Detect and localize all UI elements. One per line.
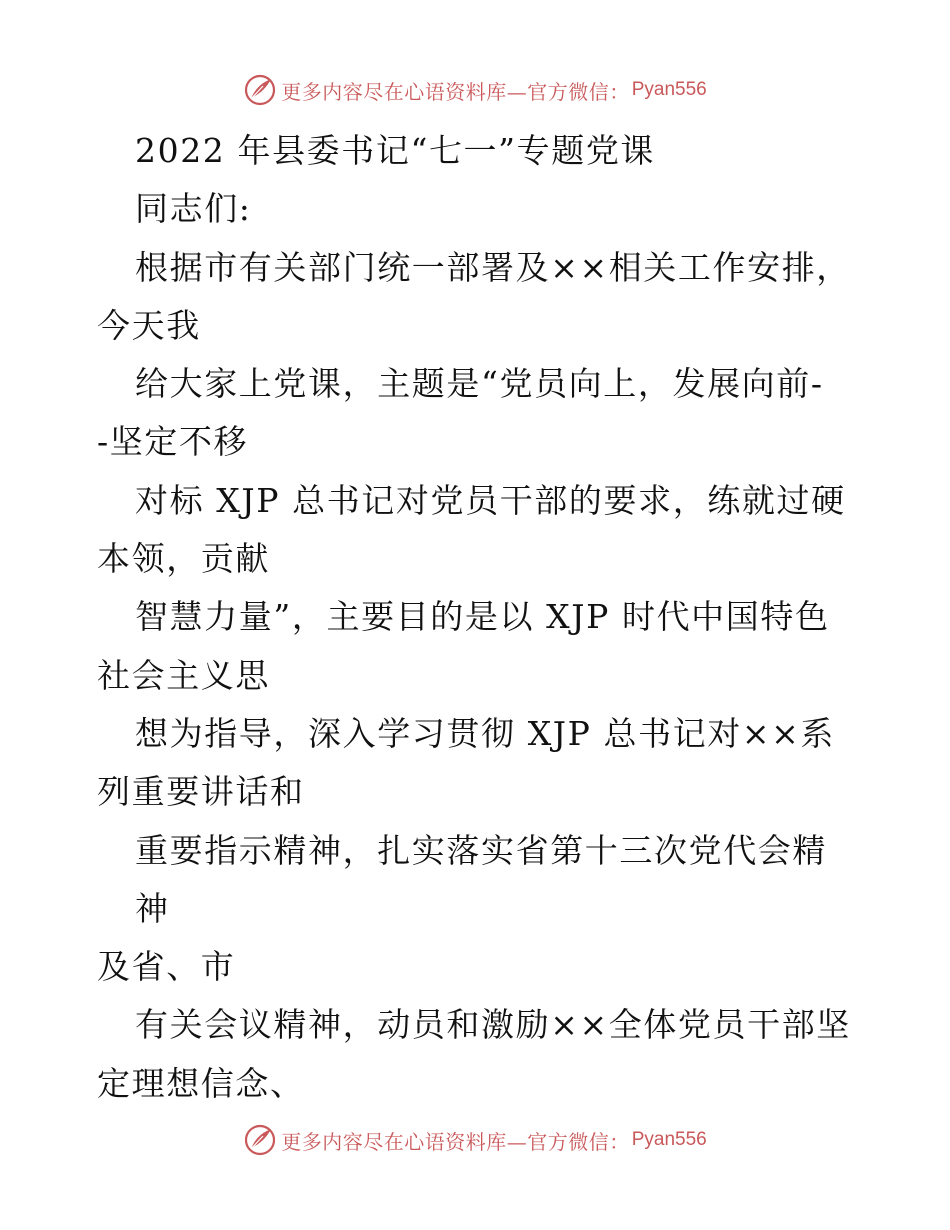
text-line: 根据市有关部门统一部署及××相关工作安排， [135, 247, 851, 287]
feather-pen-logo-icon [243, 1123, 277, 1157]
watermark-text: 更多内容尽在心语资料库—官方微信： [281, 1129, 630, 1154]
text-line: 定理想信念、 [97, 1063, 305, 1103]
text-line: 智慧力量”，主要目的是以 XJP 时代中国特色 [135, 597, 830, 637]
text-line: 有关会议精神，动员和激励××全体党员干部坚 [135, 1005, 851, 1045]
feather-pen-logo-icon [243, 73, 277, 107]
text-line: 列重要讲话和 [97, 772, 305, 812]
text-line: 今天我 [97, 305, 201, 345]
wechat-id: Pyan556 [631, 1129, 707, 1150]
text-line: 本领，贡献 [97, 539, 270, 579]
watermark-banner-bottom [0, 1120, 950, 1160]
text-line: 对标 XJP 总书记对党员干部的要求，练就过硬 [135, 480, 846, 520]
text-line: 重要指示精神，扎实落实省第十三次党代会精神 [135, 830, 827, 928]
document-body [97, 122, 857, 1113]
paragraph-lines [97, 239, 857, 1113]
document-title: 2022 年县委书记“七一”专题党课 [135, 131, 656, 170]
text-line: -坚定不移 [97, 422, 249, 462]
salutation: 同志们: [135, 189, 252, 229]
text-line: 给大家上党课，主题是“党员向上，发展向前- [135, 364, 824, 404]
watermark-banner-top [0, 70, 950, 110]
text-line: 社会主义思 [97, 655, 270, 695]
wechat-id: Pyan556 [631, 79, 707, 100]
watermark-text: 更多内容尽在心语资料库—官方微信： [281, 79, 630, 104]
text-line: 想为指导，深入学习贯彻 XJP 总书记对××系 [135, 713, 836, 753]
text-line: 及省、市 [97, 947, 236, 987]
